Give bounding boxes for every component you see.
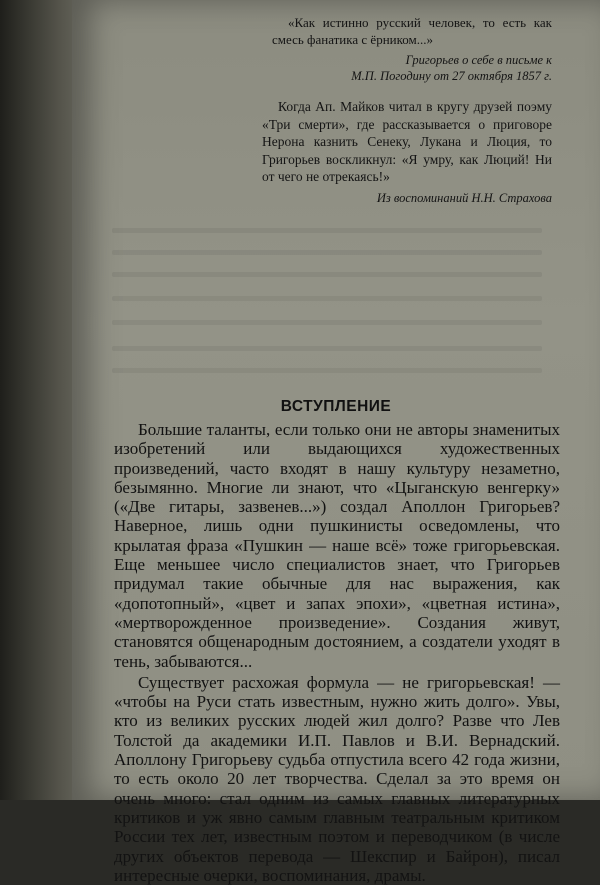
section-heading: ВСТУПЛЕНИЕ	[280, 398, 392, 415]
show-through-line	[112, 228, 542, 233]
body-paragraph-1: Большие таланты, если только они не авторы знаменитых изобретений или выдающихся художественных произведений, часто входят в нашу культуру незаметно, безымянно. Многие ли знают, что «Цыганскую венгерку» («Две гитары, зазвенев...») создал Аполлон Григорьев? Наверное, лишь одни пушкинисты осведомлены, что крылатая фраза «Пушкин — наше всё» тоже григорьевская. Еще меньшее число специалистов знает, что Григорьев придумал такие обычные для нас выражения, как «допотопный», «цвет и запах эпохи», «цветная истина», «мертворожденное произведение». Создания живут, становятся общенародным достоянием, а создатели уходят в тень, забываются...	[114, 420, 560, 671]
epigraph-1-source	[272, 52, 552, 84]
epigraph-1-source-line-2: М.П. Погодину от 27 октября 1857 г.	[351, 69, 552, 83]
show-through-line	[112, 272, 542, 277]
epigraph-2-source-line-1: Из воспоминаний Н.Н. Страхова	[376, 190, 552, 205]
epigraph-2-quote: Когда Ап. Майков читал в кругу друзей поэму «Три смерти», где рассказывается о приговоре Нерона казнить Сенеку, Лукана и Люция, то Григорьев воскликнул: «Я умру, как Люций! Ни от чего не отрекаясь!»	[262, 99, 552, 184]
epigraph-1-quote: «Как истинно русский человек, то есть как смесь фанатика с ёрником...»	[272, 15, 552, 47]
show-through-line	[112, 296, 542, 301]
epigraph-1-source-line-1: Григорьев о себе в письме к	[405, 53, 552, 67]
epigraph-2-source	[262, 190, 552, 206]
show-through-line	[112, 368, 542, 373]
epigraph-2	[262, 98, 552, 206]
epigraph-1	[272, 14, 552, 84]
show-through-line	[112, 346, 542, 351]
book-page	[72, 0, 600, 885]
show-through-line	[112, 250, 542, 255]
show-through-line	[112, 320, 542, 325]
section-body	[114, 420, 560, 885]
body-paragraph-2: Существует расхожая формула — не григорьевская! — «чтобы на Руси стать известным, нужно жить долго». Увы, кто из великих русских людей жил долго? Разве что Лев Толстой да академики И.П. Павлов и В.И. Вернадский. Аполлону Григорьеву судьба отпустила всего 42 года жизни, то есть около 20 лет творчества. Сделал за это время он очень много: стал одним из самых главных литературных критиков и уж явно самым главным театральным критиком России тех лет, известным поэтом и переводчиком (в числе других объектов перевода — Шекспир и Байрон), писал интересные очерки, воспоминания, драмы.	[114, 672, 560, 885]
